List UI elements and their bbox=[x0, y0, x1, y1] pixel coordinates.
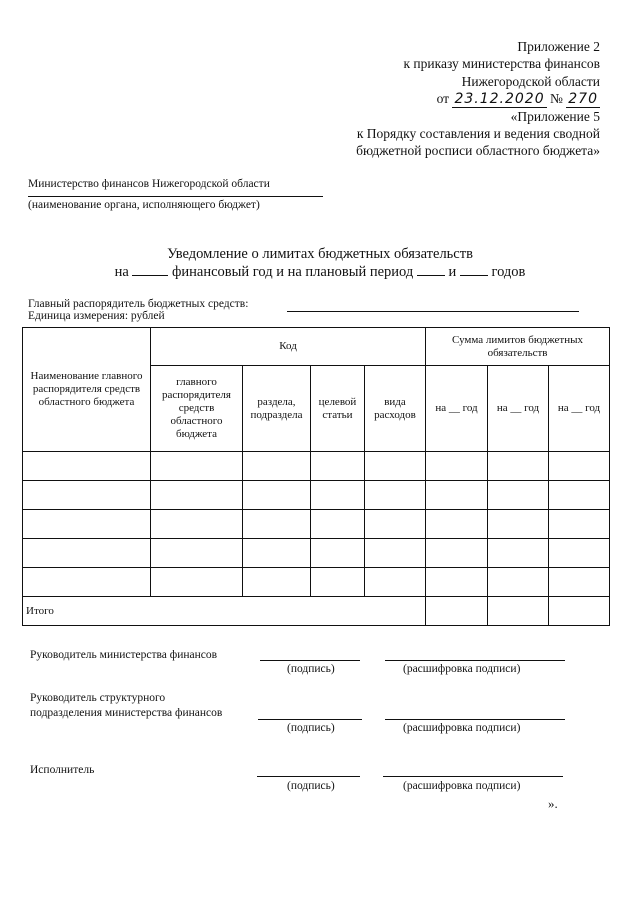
header-name-col: Наименование главного распорядителя средств областного бюджета bbox=[23, 328, 151, 452]
executor-label: Исполнитель bbox=[30, 764, 95, 776]
procedure-ref: к Порядку составления и ведения сводной bbox=[356, 126, 600, 142]
period-text: финансовый год и на плановый период bbox=[172, 264, 414, 280]
total-label: Итого bbox=[23, 597, 426, 626]
appendix-number: Приложение 2 bbox=[517, 39, 600, 54]
budget-ref: бюджетной росписи областного бюджета» bbox=[356, 143, 600, 159]
appendix-header bbox=[270, 38, 600, 160]
year-blank bbox=[132, 263, 168, 276]
appendix-5-ref: «Приложение 5 bbox=[510, 108, 600, 124]
header-year-2: на __ год bbox=[488, 366, 549, 452]
header-code: Код bbox=[151, 328, 426, 366]
main-manager-line bbox=[287, 311, 579, 312]
document-title: Уведомление о лимитах бюджетных обязательств bbox=[167, 246, 473, 262]
total-row bbox=[23, 597, 610, 626]
period-line bbox=[0, 263, 640, 281]
period-years: годов bbox=[491, 264, 526, 280]
unit-label: Единица измерения: рублей bbox=[28, 310, 165, 322]
table-row bbox=[23, 539, 610, 568]
executor-decode-line bbox=[383, 776, 563, 777]
header-year-1: на __ год bbox=[426, 366, 488, 452]
table-row bbox=[23, 510, 610, 539]
date-prefix: от bbox=[436, 90, 450, 106]
closing-quote: ». bbox=[548, 796, 558, 811]
table-row bbox=[23, 452, 610, 481]
table-row bbox=[23, 568, 610, 597]
head-division-label-2: подразделения министерства финансов bbox=[30, 707, 223, 719]
head-minister-label: Руководитель министерства финансов bbox=[30, 649, 218, 661]
executor-sign-line bbox=[257, 776, 360, 777]
decode-caption-2: (расшифровка подписи) bbox=[403, 722, 521, 734]
appendix-order-ref: к приказу министерства финансов bbox=[403, 56, 600, 72]
number-prefix: № bbox=[550, 90, 563, 106]
sign-caption-2: (подпись) bbox=[287, 722, 335, 734]
table-row bbox=[23, 481, 610, 510]
plan-year2-blank bbox=[460, 263, 488, 276]
appendix-date-line bbox=[270, 90, 600, 108]
ministry-name: Министерство финансов Нижегородской области bbox=[28, 178, 270, 190]
head-minister-sign-line bbox=[260, 660, 360, 661]
sign-caption-3: (подпись) bbox=[287, 780, 335, 792]
decode-caption-3: (расшифровка подписи) bbox=[403, 780, 521, 792]
appendix-region: Нижегородской области bbox=[461, 73, 600, 89]
header-code-section: раздела, подраздела bbox=[243, 366, 311, 452]
header-code-manager: главного распорядителя средств областного бюджета bbox=[151, 366, 243, 452]
order-date: 23.12.2020 bbox=[454, 90, 545, 107]
plan-year1-blank bbox=[417, 263, 445, 276]
period-on: на bbox=[114, 264, 129, 280]
ministry-caption: (наименование органа, исполняющего бюджет) bbox=[28, 199, 260, 211]
header-code-type: вида расходов bbox=[365, 366, 426, 452]
head-minister-decode-line bbox=[385, 660, 565, 661]
main-manager-label: Главный распорядитель бюджетных средств: bbox=[28, 298, 249, 310]
head-division-decode-line bbox=[385, 719, 565, 720]
head-division-sign-line bbox=[258, 719, 362, 720]
header-year-3: на __ год bbox=[549, 366, 610, 452]
order-number: 270 bbox=[568, 90, 598, 107]
limits-table bbox=[22, 327, 610, 626]
sign-caption-1: (подпись) bbox=[287, 663, 335, 675]
head-division-label-1: Руководитель структурного bbox=[30, 692, 166, 704]
period-and: и bbox=[448, 264, 457, 280]
ministry-underline bbox=[28, 196, 323, 197]
header-code-target: целевой статьи bbox=[311, 366, 365, 452]
decode-caption-1: (расшифровка подписи) bbox=[403, 663, 521, 675]
header-sum: Сумма лимитов бюджетных обязательств bbox=[426, 328, 610, 366]
